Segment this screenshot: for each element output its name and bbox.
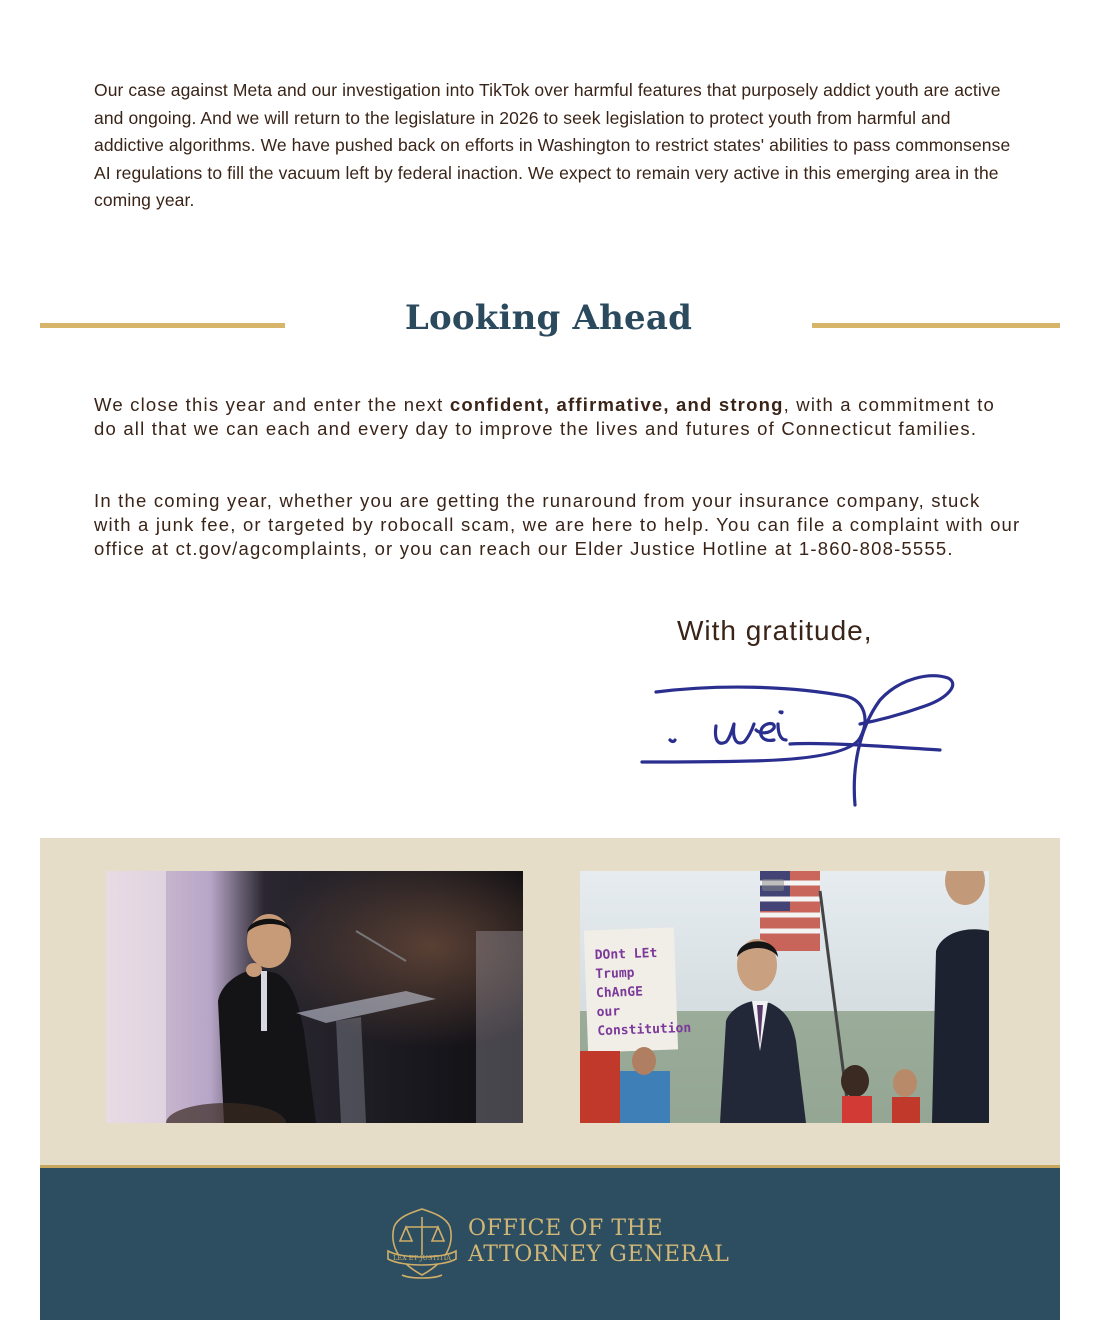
office-name-line-1: OFFICE OF THE xyxy=(468,1216,664,1241)
office-name-line-2: ATTORNEY GENERAL xyxy=(468,1242,730,1267)
p1-text-start: We close this year and enter the next xyxy=(94,394,450,415)
gold-divider-right xyxy=(812,323,1060,328)
sign-line-2: Trump xyxy=(595,965,635,983)
sign-line-4: our xyxy=(596,1004,621,1021)
looking-ahead-paragraph-2: In the coming year, whether you are getting the runaround from your insurance company, stuck with a junk fee, or targeted by robocall scam, we are here to help. You can file a complaint with our office at ct.gov/agcomplaints, or you can reach our Elder Justice Hotline at 1-860-808-5555. xyxy=(94,490,1021,559)
sign-line-1: DOnt LEt xyxy=(594,945,658,964)
seal-motto: LEX ET JUSTITIA xyxy=(393,1254,451,1262)
section-heading: Looking Ahead xyxy=(404,298,693,338)
sign-line-3: ChAnGE xyxy=(595,984,644,1002)
office-name xyxy=(468,1216,729,1268)
looking-ahead-paragraph-1 xyxy=(94,393,1024,441)
p1-text-end: , with a commitment to do all that we can each and every day to improve the lives and futures of Connecticut families. xyxy=(94,394,996,439)
photo-speaker-at-podium xyxy=(106,871,523,1123)
closing-salutation: With gratitude, xyxy=(677,615,873,646)
handwritten-signature xyxy=(630,660,970,815)
gold-divider-left xyxy=(40,323,285,328)
sign-line-5: Constitution xyxy=(597,1020,692,1040)
intro-paragraph: Our case against Meta and our investigation into TikTok over harmful features that purposely addict youth are active and ongoing. And we will return to the legislature in 2026 to seek legislation to protect youth from harmful and addictive algorithms. We have pushed back on efforts in Washington to restrict states' abilities to pass commonsense AI regulations to fill the vacuum left by federal inaction. We expect to remain very active in this emerging area in the coming year. xyxy=(94,80,1011,211)
protest-sign-text xyxy=(594,944,692,1041)
p1-bold-text: confident, affirmative, and strong xyxy=(449,394,784,415)
attorney-general-seal-icon xyxy=(382,1203,462,1283)
